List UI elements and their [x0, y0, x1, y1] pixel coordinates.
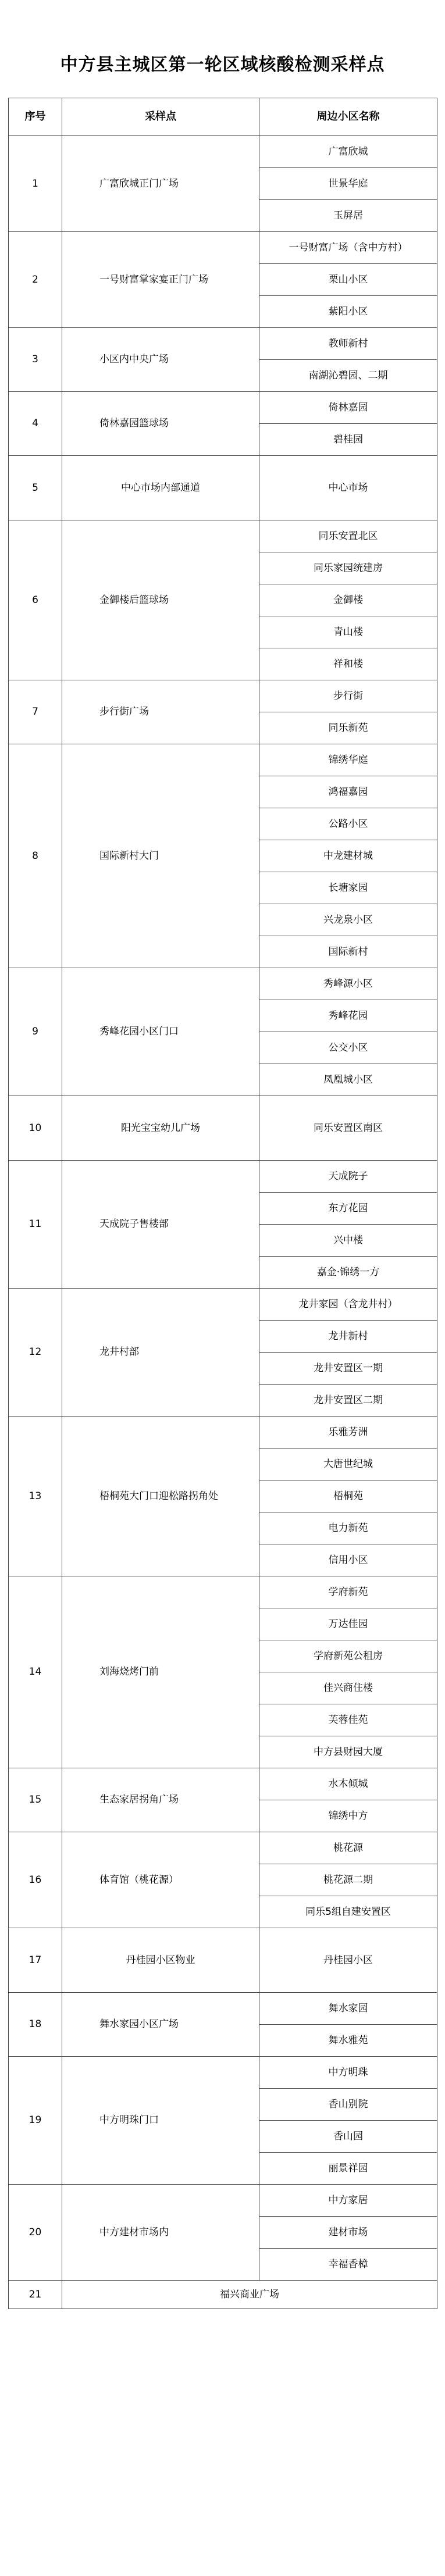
community-name: 天成院子 [259, 1161, 437, 1193]
row-number: 2 [9, 232, 62, 328]
row-number: 13 [9, 1417, 62, 1576]
community-name: 倚林嘉园 [259, 392, 437, 424]
community-name: 秀峰源小区 [259, 968, 437, 1000]
community-name: 祥和楼 [259, 648, 437, 680]
sampling-point: 福兴商业广场 [62, 2281, 437, 2309]
row-number: 16 [9, 1832, 62, 1928]
sampling-points-table [8, 98, 437, 2309]
community-name: 芙蓉佳苑 [259, 1704, 437, 1736]
row-number: 3 [9, 328, 62, 392]
table-row [9, 2185, 437, 2217]
table-row [9, 1096, 437, 1161]
header-point: 采样点 [62, 98, 259, 136]
community-name: 金御楼 [259, 584, 437, 616]
community-name: 教师新村 [259, 328, 437, 360]
community-name: 公路小区 [259, 808, 437, 840]
sampling-point: 国际新村大门 [62, 744, 259, 968]
table-row [9, 968, 437, 1000]
sampling-point: 体育馆（桃花源） [62, 1832, 259, 1928]
sampling-point: 舞水家园小区广场 [62, 1993, 259, 2057]
community-name: 世景华庭 [259, 168, 437, 200]
community-name: 鸿福嘉园 [259, 776, 437, 808]
community-name: 同乐新苑 [259, 712, 437, 744]
row-number: 9 [9, 968, 62, 1096]
row-number: 5 [9, 456, 62, 520]
community-name: 中龙建材城 [259, 840, 437, 872]
community-name: 嘉金·锦绣一方 [259, 1257, 437, 1289]
community-name: 龙井家园（含龙井村） [259, 1289, 437, 1321]
sampling-point: 龙井村部 [62, 1289, 259, 1417]
sampling-point: 广富欣城正门广场 [62, 136, 259, 232]
community-name: 丹桂园小区 [259, 1928, 437, 1993]
table-row [9, 1576, 437, 1608]
community-name: 中方明珠 [259, 2057, 437, 2089]
community-name: 同乐家园统建房 [259, 552, 437, 584]
community-name: 丽景祥园 [259, 2153, 437, 2185]
community-name: 建材市场 [259, 2217, 437, 2249]
sampling-point: 中心市场内部通道 [62, 456, 259, 520]
row-number: 10 [9, 1096, 62, 1161]
community-name: 青山楼 [259, 616, 437, 648]
community-name: 碧桂园 [259, 424, 437, 456]
sampling-point: 金御楼后篮球场 [62, 520, 259, 680]
table-row [9, 136, 437, 168]
community-name: 中方家居 [259, 2185, 437, 2217]
row-number: 7 [9, 680, 62, 744]
row-number: 4 [9, 392, 62, 456]
table-row [9, 1417, 437, 1448]
table-row [9, 2057, 437, 2089]
community-name: 步行街 [259, 680, 437, 712]
row-number: 11 [9, 1161, 62, 1289]
row-number: 19 [9, 2057, 62, 2185]
community-name: 龙井新村 [259, 1321, 437, 1353]
table-row [9, 1993, 437, 2025]
community-name: 学府新苑 [259, 1576, 437, 1608]
community-name: 龙井安置区二期 [259, 1385, 437, 1417]
sampling-point: 生态家居拐角广场 [62, 1768, 259, 1832]
community-name: 国际新村 [259, 936, 437, 968]
community-name: 玉屏居 [259, 200, 437, 232]
community-name: 兴中楼 [259, 1225, 437, 1257]
sampling-point: 丹桂园小区物业 [62, 1928, 259, 1993]
row-number: 15 [9, 1768, 62, 1832]
row-number: 20 [9, 2185, 62, 2281]
row-number: 8 [9, 744, 62, 968]
table-row [9, 1768, 437, 1800]
table-header-row [9, 98, 437, 136]
community-name: 中心市场 [259, 456, 437, 520]
table-row [9, 232, 437, 264]
table-row [9, 328, 437, 360]
community-name: 梧桐苑 [259, 1480, 437, 1512]
sampling-point: 倚林嘉园篮球场 [62, 392, 259, 456]
document-title: 中方县主城区第一轮区域核酸检测采样点 [60, 55, 385, 75]
community-name: 大唐世纪城 [259, 1448, 437, 1480]
table-row [9, 680, 437, 712]
table-row [9, 392, 437, 424]
community-name: 公交小区 [259, 1032, 437, 1064]
row-number: 12 [9, 1289, 62, 1417]
sampling-point: 步行街广场 [62, 680, 259, 744]
community-name: 佳兴商住楼 [259, 1672, 437, 1704]
sampling-point: 小区内中央广场 [62, 328, 259, 392]
community-name: 同乐安置北区 [259, 520, 437, 552]
row-number: 17 [9, 1928, 62, 1993]
sampling-point: 天成院子售楼部 [62, 1161, 259, 1289]
community-name: 栗山小区 [259, 264, 437, 296]
community-name: 信用小区 [259, 1544, 437, 1576]
community-name: 紫阳小区 [259, 296, 437, 328]
community-name: 广富欣城 [259, 136, 437, 168]
header-no: 序号 [9, 98, 62, 136]
table-row [9, 1161, 437, 1193]
sampling-point: 中方明珠门口 [62, 2057, 259, 2185]
community-name: 兴龙泉小区 [259, 904, 437, 936]
community-name: 学府新苑公租房 [259, 1640, 437, 1672]
community-name: 长塘家园 [259, 872, 437, 904]
community-name: 同乐5组自建安置区 [259, 1896, 437, 1928]
community-name: 水木倾城 [259, 1768, 437, 1800]
table-row [9, 1289, 437, 1321]
community-name: 舞水雅苑 [259, 2025, 437, 2057]
table-row [9, 520, 437, 552]
community-name: 中方县财园大厦 [259, 1736, 437, 1768]
community-name: 幸福香樟 [259, 2249, 437, 2281]
community-name: 凤凰城小区 [259, 1064, 437, 1096]
table-row [9, 1928, 437, 1993]
sampling-point: 中方建材市场内 [62, 2185, 259, 2281]
sampling-point: 秀峰花园小区门口 [62, 968, 259, 1096]
row-number: 21 [9, 2281, 62, 2309]
row-number: 18 [9, 1993, 62, 2057]
community-name: 乐雅芳洲 [259, 1417, 437, 1448]
table-row [9, 744, 437, 776]
community-name: 锦绣中方 [259, 1800, 437, 1832]
table-row [9, 2281, 437, 2309]
community-name: 桃花源 [259, 1832, 437, 1864]
community-name: 东方花园 [259, 1193, 437, 1225]
sampling-point: 梧桐苑大门口迎松路拐角处 [62, 1417, 259, 1576]
community-name: 电力新苑 [259, 1512, 437, 1544]
community-name: 桃花源二期 [259, 1864, 437, 1896]
table-row [9, 1832, 437, 1864]
table-body [9, 136, 437, 2309]
community-name: 南湖沁碧园、二期 [259, 360, 437, 392]
row-number: 6 [9, 520, 62, 680]
header-community: 周边小区名称 [259, 98, 437, 136]
community-name: 香山园 [259, 2121, 437, 2153]
row-number: 1 [9, 136, 62, 232]
community-name: 锦绣华庭 [259, 744, 437, 776]
row-number: 14 [9, 1576, 62, 1768]
sampling-point: 一号财富掌家宴正门广场 [62, 232, 259, 328]
community-name: 一号财富广场（含中方村） [259, 232, 437, 264]
community-name: 香山别院 [259, 2089, 437, 2121]
table-row [9, 456, 437, 520]
community-name: 同乐安置区南区 [259, 1096, 437, 1161]
community-name: 万达佳园 [259, 1608, 437, 1640]
community-name: 秀峰花园 [259, 1000, 437, 1032]
sampling-point: 阳光宝宝幼儿广场 [62, 1096, 259, 1161]
community-name: 舞水家园 [259, 1993, 437, 2025]
community-name: 龙井安置区一期 [259, 1353, 437, 1385]
sampling-point: 刘海烧烤门前 [62, 1576, 259, 1768]
